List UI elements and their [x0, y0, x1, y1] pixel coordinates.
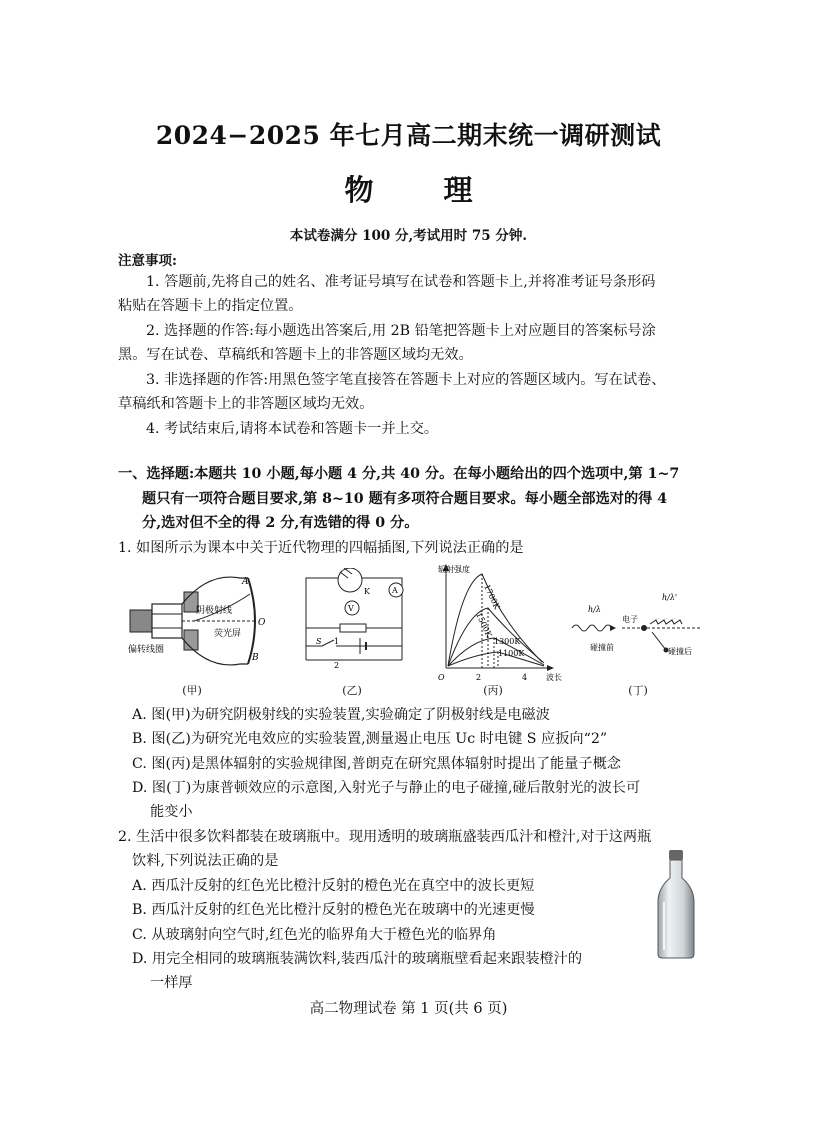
label-a: A	[242, 577, 249, 587]
note-3-line-1: 3. 非选择题的作答:用黑色签字笔直接答在答题卡上对应的答题区域内。写在试卷、	[146, 372, 666, 388]
exam-title: 2024−2025 年七月高二期末统一调研测试	[155, 121, 662, 150]
label-electron: 电子	[622, 615, 638, 624]
note-2-line-2: 黑。写在试卷、草稿纸和答题卡上的非答题区域均无效。	[118, 347, 473, 363]
score-line: 本试卷满分 100 分,考试用时 75 分钟.	[289, 228, 528, 244]
q1-option-b: B. 图(乙)为研究光电效应的实验装置,测量遏止电压 Uc 时电键 S 应扳向“2”	[132, 731, 608, 747]
note-1-line-2: 粘贴在答题卡上的指定位置。	[118, 298, 303, 314]
ylabel-intensity: 辐射强度	[438, 565, 470, 574]
label-h-lambda-prime: h/λ'	[662, 593, 678, 602]
q2-stem-line-2: 饮料,下列说法正确的是	[132, 853, 279, 869]
notes-heading: 注意事项:	[118, 253, 177, 269]
q2-option-b: B. 西瓜汁反射的红色光比橙汁反射的橙色光在玻璃中的光速更慢	[132, 902, 535, 918]
figure-bing-blackbody	[432, 562, 572, 684]
q1-option-d-line-2: 能变小	[150, 804, 193, 820]
page-footer: 高二物理试卷 第 1 页(共 6 页)	[309, 1001, 508, 1017]
caption-jia: (甲)	[182, 684, 202, 697]
note-4-line-1: 4. 考试结束后,请将本试卷和答题卡一并上交。	[146, 421, 439, 437]
caption-bing: (丙)	[483, 684, 503, 697]
q1-option-d-line-1: D. 图(丁)为康普顿效应的示意图,入射光子与静止的电子碰撞,碰后散射光的波长可	[132, 780, 641, 796]
caption-yi: (乙)	[342, 684, 362, 697]
glass-bottle-image	[654, 850, 698, 960]
q2-stem-line-1: 2. 生活中很多饮料都装在玻璃瓶中。现用透明的玻璃瓶盛装西瓜汁和橙汁,对于这两瓶	[118, 829, 652, 845]
caption-ding: (丁)	[628, 684, 648, 697]
section-1-line-1: 一、选择题:本题共 10 小题,每小题 4 分,共 40 分。在每小题给出的四个选项中,第 1~7	[118, 466, 680, 482]
label-before: 碰撞前	[590, 643, 614, 652]
figure-yi-photoelectric	[300, 568, 410, 674]
label-o: O	[258, 618, 266, 628]
temp-1100k: 1100K	[498, 649, 525, 658]
section-1-line-3: 分,选对但不全的得 2 分,有选错的得 0 分。	[142, 515, 419, 531]
q2-option-d-line-2: 一样厚	[150, 975, 193, 991]
label-s: S	[316, 637, 322, 646]
label-1: 1	[334, 637, 340, 646]
q1-option-c: C. 图(丙)是黑体辐射的实验规律图,普朗克在研究黑体辐射时提出了能量子概念	[132, 756, 621, 772]
label-voltmeter: V	[348, 604, 354, 613]
label-2: 2	[334, 661, 340, 670]
tick-2: 2	[476, 673, 482, 682]
label-h-lambda: h/λ	[588, 605, 601, 614]
q2-option-a: A. 西瓜汁反射的红色光比橙汁反射的橙色光在真空中的波长更短	[132, 878, 535, 894]
xlabel-wavelength: 波长	[546, 673, 562, 682]
figure-ding-compton	[570, 588, 700, 668]
note-2-line-1: 2. 选择题的作答:每小题选出答案后,用 2B 铅笔把答题卡上对应题目的答案标号涂	[146, 323, 656, 339]
origin-o: O	[438, 673, 445, 682]
subject-title: 物 理	[344, 173, 503, 207]
note-3-line-2: 草稿纸和答题卡上的非答题区域均无效。	[118, 396, 374, 412]
figure-jia-cathode-ray	[128, 572, 278, 670]
q1-option-a: A. 图(甲)为研究阴极射线的实验装置,实验确定了阴极射线是电磁波	[132, 707, 550, 723]
label-screen: 荧光屏	[214, 629, 242, 639]
q2-option-d-line-1: D. 用完全相同的玻璃瓶装满饮料,装西瓜汁的玻璃瓶壁看起来跟装橙汁的	[132, 951, 583, 967]
temp-1500k: 1500K	[474, 611, 494, 639]
label-k: K	[364, 587, 370, 596]
label-after: 碰撞后	[668, 647, 692, 656]
label-b: B	[252, 653, 259, 663]
label-ammeter: A	[392, 586, 398, 595]
section-1-line-2: 题只有一项符合题目要求,第 8~10 题有多项符合题目要求。每小题全部选对的得 4	[142, 491, 668, 507]
temp-1700k: 1700K	[482, 583, 502, 611]
note-1-line-1: 1. 答题前,先将自己的姓名、准考证号填写在试卷和答题卡上,并将准考证号条形码	[146, 274, 656, 290]
label-cathode-ray: 阴极射线	[196, 606, 233, 616]
q1-stem: 1. 如图所示为课本中关于近代物理的四幅插图,下列说法正确的是	[118, 540, 524, 556]
label-deflection-coil: 偏转线圈	[128, 645, 165, 655]
temp-1300k: 1300K	[494, 637, 521, 646]
tick-4: 4	[522, 673, 528, 682]
q2-option-c: C. 从玻璃射向空气时,红色光的临界角大于橙色光的临界角	[132, 927, 497, 943]
